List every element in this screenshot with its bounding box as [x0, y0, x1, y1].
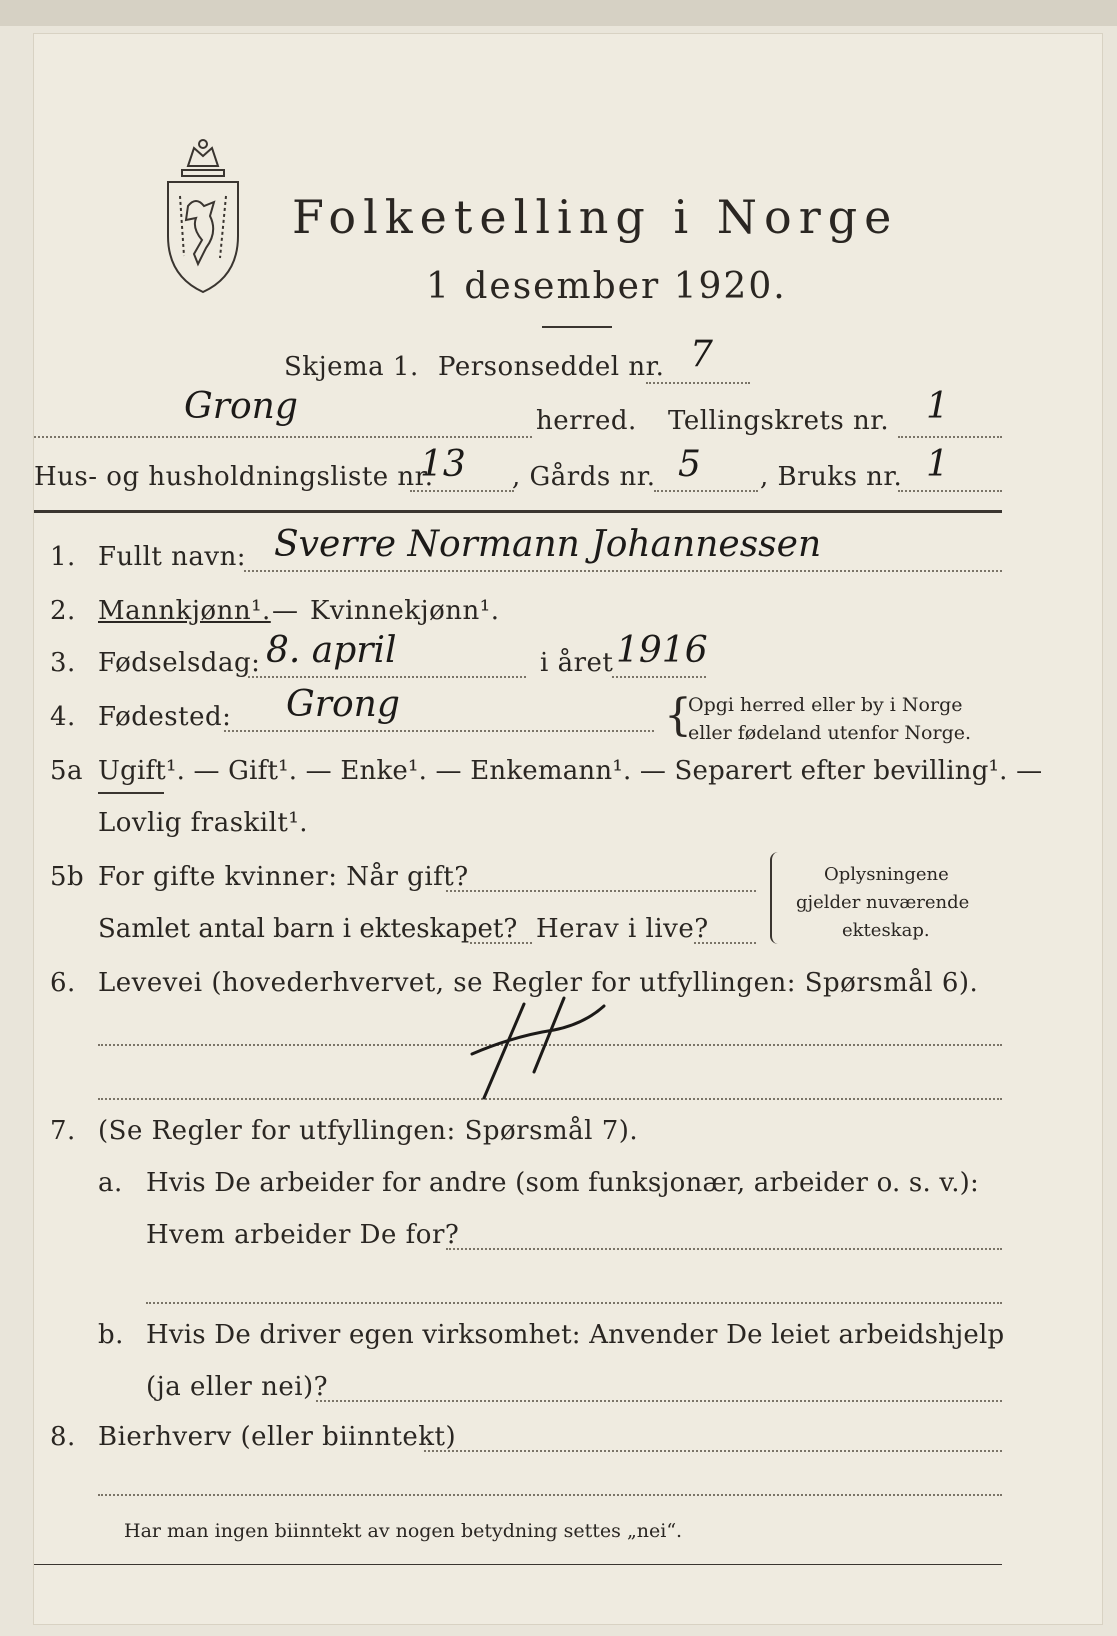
q5b-note3: ekteskap. — [842, 920, 930, 941]
q3-label: Fødselsdag: — [98, 648, 261, 678]
title-divider — [542, 326, 612, 328]
tellingskrets-value[interactable]: 1 — [926, 386, 949, 427]
norwegian-coat-of-arms-icon — [158, 136, 248, 300]
husholdningsliste-label: Hus- og husholdningsliste nr. — [34, 462, 434, 492]
ugift-underline — [98, 792, 164, 794]
q5b-number: 5b — [50, 862, 85, 892]
gards-line — [654, 490, 758, 492]
female-option[interactable]: Kvinnekjønn¹. — [310, 596, 500, 626]
q4-brace: { — [664, 690, 692, 741]
skjema-label: Skjema 1. — [284, 352, 419, 382]
bruks-value[interactable]: 1 — [926, 444, 949, 485]
q6-label: Levevei (hovederhvervet, se Regler for utfyllingen: Spørsmål 6). — [98, 968, 979, 998]
form-title: Folketelling i Norge — [292, 190, 899, 244]
q3-line — [248, 676, 526, 678]
q2-number: 2. — [50, 596, 76, 626]
birth-year-value[interactable]: 1916 — [616, 630, 708, 671]
q4-number: 4. — [50, 702, 76, 732]
q7a-number: a. — [98, 1168, 123, 1198]
employer-line2 — [146, 1302, 1002, 1304]
birthplace-value[interactable]: Grong — [286, 684, 400, 725]
q2-separator: — — [272, 596, 299, 626]
q8-label: Bierhverv (eller biinntekt) — [98, 1422, 457, 1452]
footer-divider — [34, 1564, 1002, 1565]
married-date-line — [446, 890, 756, 892]
side-income-line2 — [98, 1494, 1002, 1496]
herred-line — [34, 436, 532, 438]
q5a-number: 5a — [50, 756, 84, 786]
birthday-value[interactable]: 8. april — [266, 630, 397, 671]
q8-number: 8. — [50, 1422, 76, 1452]
married-date-label: For gifte kvinner: Når gift? — [98, 862, 469, 892]
q7-number: 7. — [50, 1116, 76, 1146]
q4-note-line2: eller fødeland utenfor Norge. — [688, 722, 972, 744]
q5b-bracket — [770, 852, 780, 944]
q1-number: 1. — [50, 542, 76, 572]
q7a-question: Hvem arbeider De for? — [146, 1220, 460, 1250]
side-income-line — [424, 1450, 1002, 1452]
personseddel-label: Personseddel nr. — [438, 352, 665, 382]
q5b-note2: gjelder nuværende — [796, 892, 970, 913]
q6-number: 6. — [50, 968, 76, 998]
q7b-label: Hvis De driver egen virksomhet: Anvender De leiet arbeidshjelp — [146, 1320, 1005, 1350]
gards-label: , Gårds nr. — [512, 462, 656, 492]
marital-status-options[interactable]: Ugift¹. — Gift¹. — Enke¹. — Enkemann¹. — Separert efter bevilling¹. — — [98, 756, 1043, 786]
husholdningsliste-line — [410, 490, 514, 492]
hired-help-line — [316, 1400, 1002, 1402]
q4-label: Fødested: — [98, 702, 232, 732]
scan-top-edge — [0, 0, 1117, 26]
occupation-dash-mark[interactable] — [454, 984, 614, 1108]
children-label: Samlet antal barn i ekteskapet? — [98, 914, 518, 944]
employer-line — [446, 1248, 1002, 1250]
personseddel-value[interactable]: 7 — [690, 334, 713, 375]
year-line — [612, 676, 706, 678]
herred-label: herred. — [536, 406, 637, 436]
herred-value[interactable]: Grong — [184, 386, 298, 427]
marital-status-line2[interactable]: Lovlig fraskilt¹. — [98, 808, 309, 838]
q3-number: 3. — [50, 648, 76, 678]
q5b-note1: Oplysningene — [824, 864, 949, 885]
q7b-question: (ja eller nei)? — [146, 1372, 329, 1402]
q7-label: (Se Regler for utfyllingen: Spørsmål 7). — [98, 1116, 639, 1146]
footer-note: Har man ingen biinntekt av nogen betydning settes „nei“. — [124, 1520, 683, 1542]
q4-note-line1: Opgi herred eller by i Norge — [688, 694, 963, 716]
children-line — [470, 942, 532, 944]
full-name-value[interactable]: Sverre Normann Johannessen — [274, 524, 822, 565]
q1-label: Fullt navn: — [98, 542, 247, 572]
gards-value[interactable]: 5 — [678, 444, 701, 485]
tellingskrets-line — [898, 436, 1002, 438]
bruks-line — [898, 490, 1002, 492]
year-label: i året — [540, 648, 614, 678]
q4-line — [224, 730, 654, 732]
q1-line — [244, 570, 1002, 572]
bruks-label: , Bruks nr. — [760, 462, 903, 492]
q7b-number: b. — [98, 1320, 124, 1350]
husholdningsliste-value[interactable]: 13 — [420, 444, 466, 485]
alive-line — [694, 942, 756, 944]
alive-label: Herav i live? — [536, 914, 709, 944]
tellingskrets-label: Tellingskrets nr. — [668, 406, 890, 436]
male-option[interactable]: Mannkjønn¹. — [98, 596, 271, 626]
census-date: 1 desember 1920. — [426, 266, 787, 307]
header-divider — [34, 510, 1002, 513]
census-form — [34, 34, 1102, 1624]
personseddel-line — [646, 382, 750, 384]
q7a-label: Hvis De arbeider for andre (som funksjonær, arbeider o. s. v.): — [146, 1168, 979, 1198]
